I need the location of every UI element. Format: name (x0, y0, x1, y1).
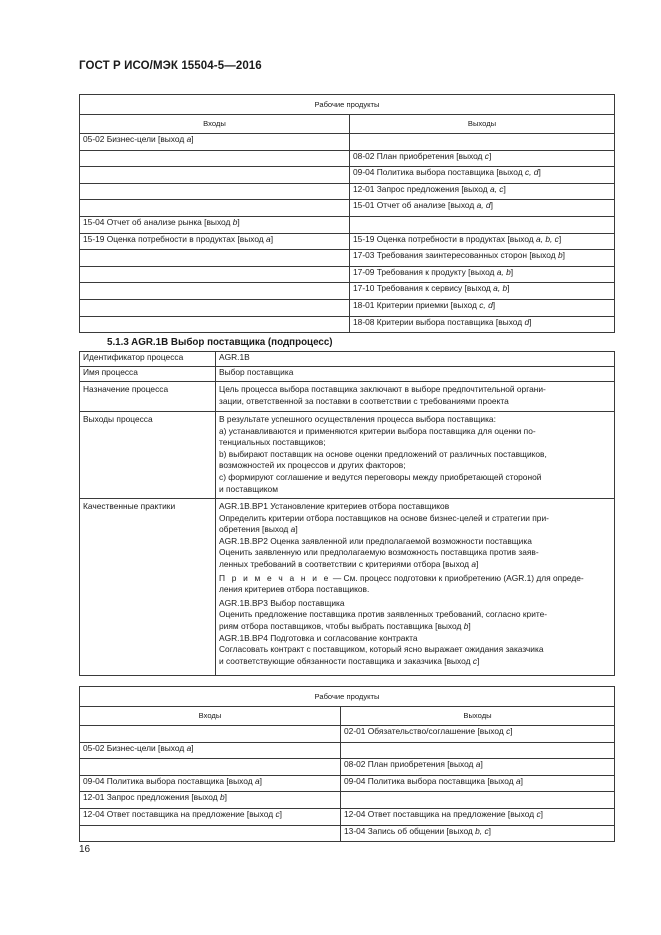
practices-label: Качественные практики (80, 499, 216, 676)
section-heading: 5.1.3 AGR.1B Выбор поставщика (подпроцесс) (107, 337, 333, 348)
outputs-header: Выходы (341, 707, 615, 726)
input-cell (80, 200, 350, 217)
table-row (80, 233, 615, 250)
outputs-header: Выходы (350, 115, 615, 134)
purpose-text (216, 382, 615, 412)
inputs-header: Входы (80, 115, 350, 134)
table-row (80, 825, 615, 842)
practice-line: AGR.1B.BP1 Установление критериев отбора поставщиков (219, 501, 450, 511)
table-row (80, 382, 615, 412)
process-id-label: Идентификатор процесса (80, 352, 216, 367)
outcomes-line: c) формируют соглашение и ведутся переговоры между приобретающей стороной (219, 471, 542, 482)
input-cell (80, 183, 350, 200)
output-cell: 12-01 Запрос предложения [выход a, c] (350, 183, 615, 200)
note-label: П р и м е ч а н и е (219, 572, 331, 583)
table-row (80, 759, 615, 776)
table-row (80, 216, 615, 233)
note-line: ления критериев отбора поставщиков. (219, 584, 370, 595)
table-caption: Рабочие продукты (80, 95, 615, 115)
outcomes-label: Выходы процесса (80, 412, 216, 499)
practice-line: Определить критерии отбора поставщиков на основе бизнес-целей и стратегии при- (219, 512, 549, 523)
input-cell: 05-02 Бизнес-цели [выход a] (80, 742, 341, 759)
output-cell: 08-02 План приобретения [выход c] (350, 150, 615, 167)
input-cell (80, 283, 350, 300)
outcomes-line: и поставщиком (219, 483, 278, 494)
input-cell: 05-02 Бизнес-цели [выход a] (80, 134, 350, 151)
output-cell (350, 134, 615, 151)
input-cell (80, 316, 350, 333)
table-row (80, 726, 615, 743)
note-text: — См. процесс подготовки к приобретению (AGR.1) для опреде- (330, 572, 584, 583)
outcomes-line: тенциальных поставщиков; (219, 437, 326, 448)
inputs-header: Входы (80, 707, 341, 726)
table-row (80, 367, 615, 382)
note-line (219, 573, 611, 585)
table-row (80, 134, 615, 151)
process-description-table (79, 351, 615, 676)
output-cell: 15-01 Отчет об анализе [выход a, d] (350, 200, 615, 217)
table-row (80, 167, 615, 184)
output-cell: 18-08 Критерии выбора поставщика [выход d] (350, 316, 615, 333)
table-row (80, 283, 615, 300)
table-row (80, 499, 615, 676)
purpose-line: Цель процесса выбора поставщика заключают в выборе предпочтительной органи- (219, 384, 546, 394)
work-products-table-1 (79, 94, 615, 333)
outcomes-line: a) устанавливаются и применяются критерии выбора поставщика для оценки по- (219, 425, 536, 436)
practice-line: Оценить заявленную или предполагаемую возможность поставщика против заяв- (219, 547, 539, 558)
table-row (80, 412, 615, 499)
purpose-line: зации, ответственной за поставки в соответствии с требованиями проекта (219, 395, 509, 406)
process-name-value: Выбор поставщика (216, 367, 615, 382)
input-cell (80, 150, 350, 167)
outcomes-line: В результате успешного осуществления процесса выбора поставщика: (219, 414, 496, 424)
table-row (80, 200, 615, 217)
output-cell: 08-02 План приобретения [выход a] (341, 759, 615, 776)
practice-line: AGR.1B.BP3 Выбор поставщика (219, 597, 345, 608)
process-id-value: AGR.1B (216, 352, 615, 367)
input-cell: 15-19 Оценка потребности в продуктах [выход a] (80, 233, 350, 250)
output-cell: 17-10 Требования к сервису [выход a, b] (350, 283, 615, 300)
practice-line: риям отбора поставщиков, чтобы выбрать поставщика [выход b] (219, 620, 471, 631)
outcomes-text (216, 412, 615, 499)
output-cell: 18-01 Критерии приемки [выход c, d] (350, 299, 615, 316)
input-cell (80, 759, 341, 776)
outcomes-line: возможностей их процессов и других факторов; (219, 460, 406, 471)
table-row (80, 742, 615, 759)
table-row (80, 266, 615, 283)
table-row (80, 150, 615, 167)
table-row (80, 775, 615, 792)
outcomes-line: b) выбирают поставщик на основе оценки предложений от различных поставщиков, (219, 448, 547, 459)
output-cell: 09-04 Политика выбора поставщика [выход a] (341, 775, 615, 792)
table-row (80, 792, 615, 809)
input-cell (80, 167, 350, 184)
output-cell: 17-03 Требования заинтересованных сторон [выход b] (350, 250, 615, 267)
document-header: ГОСТ Р ИСО/МЭК 15504-5—2016 (79, 60, 262, 72)
input-cell: 09-04 Политика выбора поставщика [выход a] (80, 775, 341, 792)
table-row (80, 808, 615, 825)
input-cell: 12-04 Ответ поставщика на предложение [выход c] (80, 808, 341, 825)
purpose-label: Назначение процесса (80, 382, 216, 412)
output-cell: 15-19 Оценка потребности в продуктах [выход a, b, c] (350, 233, 615, 250)
table-caption: Рабочие продукты (80, 687, 615, 707)
practice-line: и соответствующие обязанности поставщика и заказчика [выход c] (219, 655, 480, 666)
output-cell: 02-01 Обязательство/соглашение [выход c] (341, 726, 615, 743)
table-row (80, 316, 615, 333)
practice-line: AGR.1B.BP2 Оценка заявленной или предполагаемой возможности поставщика (219, 535, 532, 546)
practice-line: Согласовать контракт с поставщиком, который ясно выражает ожидания заказчика (219, 644, 544, 655)
work-products-table-2 (79, 686, 615, 842)
output-cell: 17-09 Требования к продукту [выход a, b] (350, 266, 615, 283)
practice-line: обретения [выход a] (219, 524, 298, 535)
input-cell (80, 299, 350, 316)
practice-line: AGR.1B.BP4 Подготовка и согласование контракта (219, 632, 418, 643)
output-cell (341, 792, 615, 809)
table-row (80, 299, 615, 316)
output-cell: 12-04 Ответ поставщика на предложение [выход c] (341, 808, 615, 825)
output-cell (341, 742, 615, 759)
input-cell: 12-01 Запрос предложения [выход b] (80, 792, 341, 809)
practice-line: Оценить предложение поставщика против заявленных требований, согласно крите- (219, 609, 548, 620)
input-cell (80, 250, 350, 267)
input-cell (80, 266, 350, 283)
input-cell: 15-04 Отчет об анализе рынка [выход b] (80, 216, 350, 233)
table-row (80, 352, 615, 367)
output-cell: 13-04 Запись об общении [выход b, c] (341, 825, 615, 842)
page-number: 16 (79, 844, 91, 855)
table-row (80, 183, 615, 200)
output-cell: 09-04 Политика выбора поставщика [выход c, d] (350, 167, 615, 184)
process-name-label: Имя процесса (80, 367, 216, 382)
practice-line: ленных требований в соответствии с критериями отбора [выход a] (219, 558, 479, 569)
input-cell (80, 825, 341, 842)
table-row (80, 250, 615, 267)
practices-text (216, 499, 615, 676)
input-cell (80, 726, 341, 743)
output-cell (350, 216, 615, 233)
